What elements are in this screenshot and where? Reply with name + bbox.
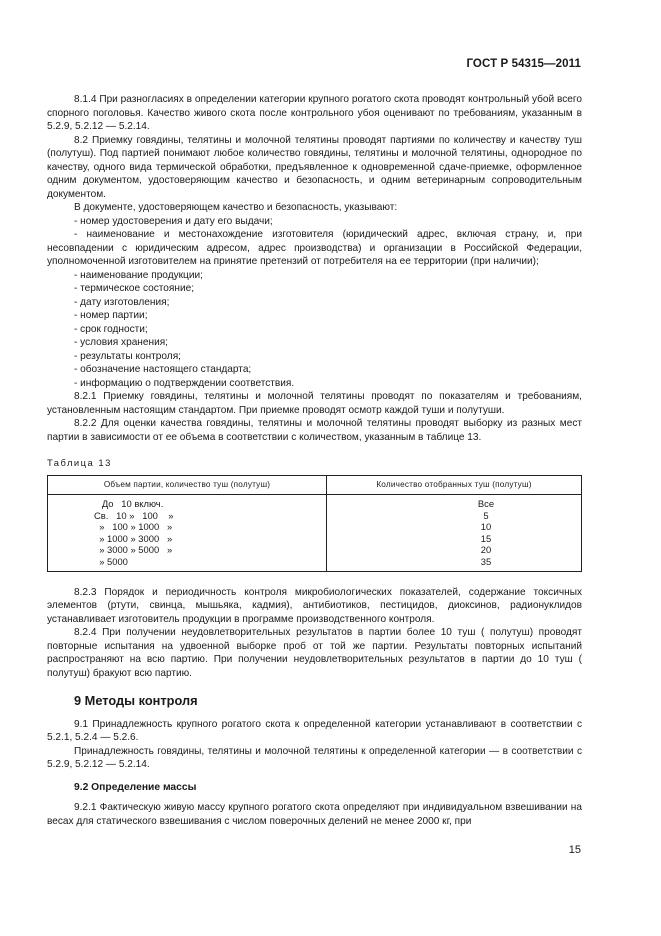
list-item: - дату изготовления; <box>74 296 170 308</box>
paragraph-8-2-4: 8.2.4 При получении неудовлетворительных результатов в партии более 10 туш ( полутуш) проводят повторные испытания на удвоенной выборке проб от той же партии. Результаты повторных испытаний распространяют на всю партию. При получении неудовлетворительных результатов в партии до 10 туш ( полутуш) бракуют всю партию. <box>47 627 582 679</box>
volume-cell <box>48 495 327 572</box>
volume-value: » 1000 » 3000 » <box>94 532 173 544</box>
list-item: - информацию о подтверждении соответствия. <box>74 377 295 389</box>
table-13 <box>47 475 582 572</box>
count-value: 35 <box>480 556 492 568</box>
section-9-2-heading: 9.2 Определение массы <box>74 781 197 793</box>
paragraph-8-1-4: 8.1.4 При разногласиях в определении категории крупного рогатого скота проводят контрольный убой всего спорного поголовья. Качество живого скота после контрольного убоя оценивают по требованиям, указанным в 5.2.9, 5.2.12 — 5.2.14. <box>47 94 582 132</box>
paragraph-8-2-1: 8.2.1 Приемку говядины, телятины и молочной телятины проводят по показателям и требованиям, установленным настоящим стандартом. При приемке проводят осмотр каждой туши и полутуши. <box>47 391 582 416</box>
list-item: - обозначение настоящего стандарта; <box>74 364 252 375</box>
list-item: - наименование и местонахождение изготовителя (юридический адрес, включая страну, и, при несовпадении с юридическим адресом, адрес производства) и организации в Российской Федерации, уполномоченной изготовителем на принятие претензий от потребителя на ее территории (при наличии); <box>47 229 582 267</box>
list-item: - результаты контроля; <box>74 350 181 362</box>
list-item: - номер партии; <box>74 310 148 321</box>
paragraph-9-1-b: Принадлежность говядины, телятины и молочной телятины к определенной категории — в соответствии с 5.2.9, 5.2.12 — 5.2.14. <box>47 745 582 771</box>
volume-value: » 5000 <box>94 556 128 568</box>
paragraph-doc-intro: В документе, удостоверяющем качество и безопасность, указывают: <box>74 202 398 213</box>
volume-value: » 100 » 1000 » <box>94 521 173 533</box>
section-9-heading: 9 Методы контроля <box>74 693 198 709</box>
count-value: Все <box>477 498 495 510</box>
volume-value: Св. 10 » 100 » <box>94 509 174 521</box>
count-value: 15 <box>480 532 492 544</box>
document-body <box>47 93 582 828</box>
table-row <box>48 495 582 572</box>
list-item: - наименование продукции; <box>74 269 203 281</box>
document-requirements-list <box>47 215 582 391</box>
column-header-volume: Объем партии, количество туш (полутуш) <box>48 475 327 495</box>
paragraph-8-2-3: 8.2.3 Порядок и периодичность контроля микробиологических показателей, содержание токсичных элементов (ртути, свинца, мышьяка, кадмия), антибиотиков, пестицидов, диоксинов, радионуклидов устанавливает изготовитель продукции в программе производственного контроля. <box>47 586 582 625</box>
list-item: - условия хранения; <box>74 337 168 348</box>
table-header-row <box>48 475 582 495</box>
volume-value: До 10 включ. <box>94 498 164 510</box>
paragraph-8-2-2: 8.2.2 Для оценки качества говядины, телятины и молочной телятины проводят выборку из разных мест партии в зависимости от ее объема в соответствии с количеством, указанным в таблице 13. <box>47 418 582 443</box>
paragraph-9-1: 9.1 Принадлежность крупного рогатого скота к определенной категории устанавливают в соответствии с 5.2.1, 5.2.4 — 5.2.6. <box>47 718 582 744</box>
column-header-count: Количество отобранных туш (полутуш) <box>327 475 582 495</box>
table-caption: Таблица 13 <box>47 457 112 468</box>
count-cell <box>327 495 582 572</box>
count-value: 20 <box>480 544 492 556</box>
count-value: 10 <box>480 521 492 533</box>
page-number: 15 <box>568 844 581 856</box>
volume-value: » 3000 » 5000 » <box>94 544 173 556</box>
paragraph-8-2: 8.2 Приемку говядины, телятины и молочной телятины проводят партиями по количеству и качеству туш (полутуш). Под партией понимают любое количество говядины, телятины и молочной телятины, однородное по качеству, одного вида термической обработки, предъявленное к одновременной сдаче-приемке, оформленное одним документом, удостоверяющим качество и безопасность, и одним ветеринарным сопроводительным документом. <box>47 134 582 200</box>
document-id-header: ГОСТ Р 54315—2011 <box>466 58 581 70</box>
list-item: - номер удостоверения и дату его выдачи; <box>74 215 273 227</box>
list-item: - срок годности; <box>74 323 148 335</box>
paragraph-9-2-1: 9.2.1 Фактическую живую массу крупного рогатого скота определяют при индивидуальном взвешивании на весах для статического взвешивания с числом поверочных делений не менее 2000 кг, при <box>47 802 582 827</box>
count-value: 5 <box>483 509 489 521</box>
list-item: - термическое состояние; <box>74 283 195 294</box>
